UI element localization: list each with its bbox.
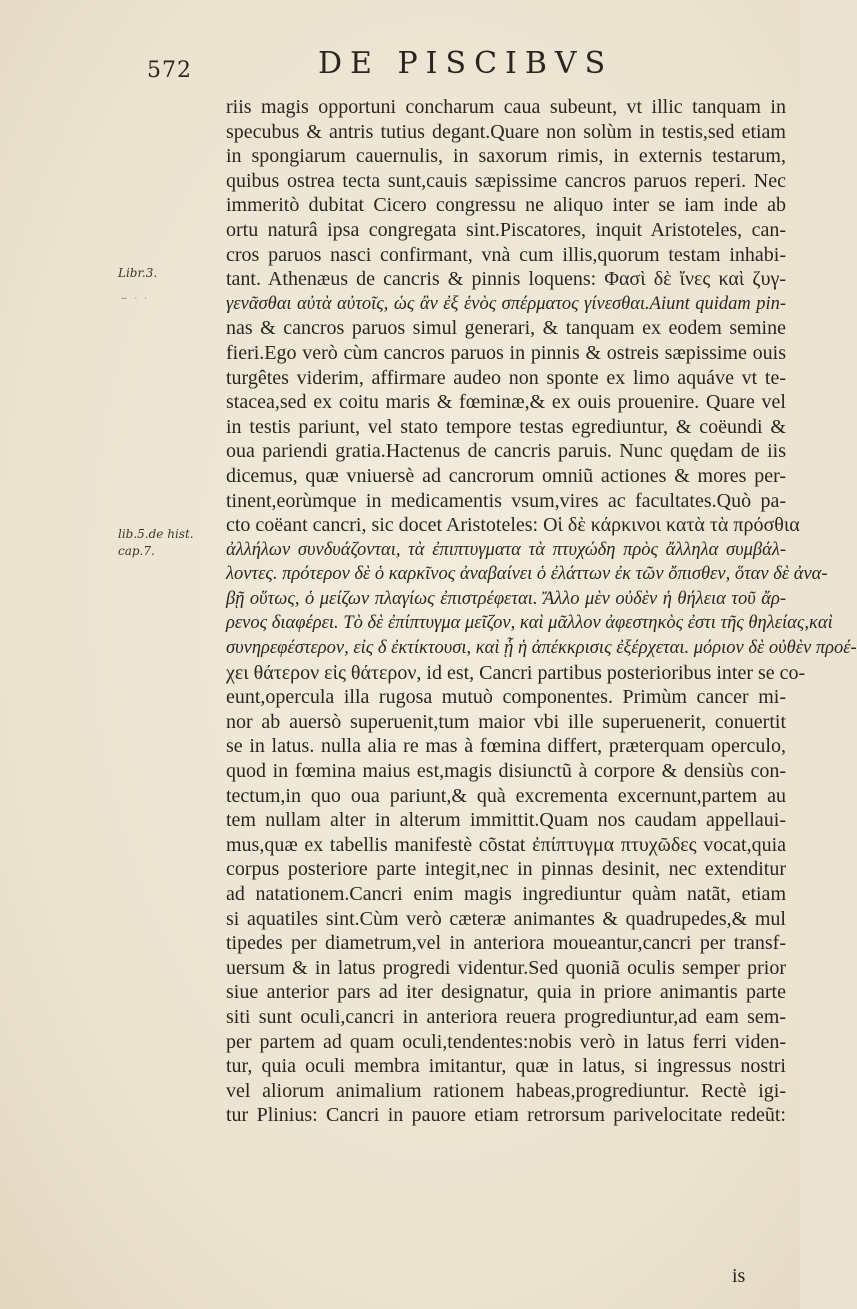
text-line: uersum & in latus progredi videntur.Sed quoniã oculis semper prior xyxy=(226,956,786,979)
text-line: specubus & antris tutius degant.Quare non solùm in testis,sed etiam xyxy=(226,120,786,143)
text-line: siue anterior pars ad iter designatur, quia in priore animantis parte xyxy=(226,981,786,1004)
text-line: turgêtes viderim, affirmare audeo non sponte ex limo aquáve vt te- xyxy=(226,366,786,389)
text-line: χει θάτερον εἰς θάτερον, id est, Cancri partibus posterioribus inter se co- xyxy=(226,661,806,684)
text-line: cto coëant cancri, sic docet Aristoteles: Οἱ δὲ κάρκινοι κατὰ τὰ πρόσθια xyxy=(226,514,800,537)
text-line: tur, quia oculi membra imitantur, quæ in latus, si ingressus nostri xyxy=(226,1055,786,1078)
text-line: tipedes per diametrum,vel in anteriora moueantur,cancri per transf- xyxy=(226,932,786,955)
text-line: cros paruos nasci confirmant, vnà cum illis,quorum testam inhabi- xyxy=(226,243,786,266)
text-line: nor ab auersò superuenit,tum maior vbi ille superuenerit, conuertit xyxy=(226,710,786,733)
margin-smudge: ~ · · xyxy=(120,294,149,304)
text-line xyxy=(226,1128,786,1153)
text-line: per partem ad quam oculi,tendentes:nobis verò in latus ferri viden- xyxy=(226,1030,786,1053)
text-line-greek: συνηρεφέστερον, εἰς δ ἐκτίκτουσι, καὶ ᾗ ἡ ἀπέκκρισις ἐξέρχεται. μόριον δὲ οὐθὲν προέ- xyxy=(226,638,857,659)
text-line: fieri.Ego verò cùm cancros paruos in pinnis & ostreis sæpissime ouis xyxy=(226,341,786,364)
text-line: tant. Athenæus de cancris & pinnis loquens: Φασὶ δὲ ἴνες καὶ ζυγ- xyxy=(226,268,786,291)
main-text-block xyxy=(226,95,857,1153)
text-line: dicemus, quæ vniuersè ad cancrorum omniũ actiones & mores per- xyxy=(226,464,786,487)
text-line: mus,quæ ex tabellis manifestè cõstat ἐπίπτυγμα πτυχῶδες vocat,quia xyxy=(226,833,786,856)
catchword: is xyxy=(732,1265,746,1287)
margin-note-libr3: Libr.3. xyxy=(118,266,158,280)
text-line: siti sunt oculi,cancri in anteriora reuera progrediuntur,ad eam sem- xyxy=(226,1005,786,1028)
text-line: tur Plinius: Cancri in pauore etiam retrorsum parivelocitate redeũt: xyxy=(226,1104,786,1127)
text-line: si aquatiles sint.Cùm verò cæteræ animantes & quadrupedes,& mul xyxy=(226,907,786,930)
text-line: ad natationem.Cancri enim magis ingrediuntur quàm natãt, etiam xyxy=(226,883,786,905)
text-line: se in latus. nulla alia re mas à fœmina differt, præterquam operculo, xyxy=(226,735,786,758)
text-line: vel aliorum animalium rationem habeas,progrediuntur. Rectè igi- xyxy=(226,1079,786,1102)
text-line-greek: γενᾶσθαι αὐτὰ αὐτοῖς, ὡς ἂν ἐξ ἑνὸς σπέρματος γίνεσθαι.Aiunt quidam pin- xyxy=(226,293,786,314)
page-number: 572 xyxy=(147,58,192,83)
running-title: DE PISCIBVS xyxy=(318,46,614,81)
text-line-greek: βῇ οὕτως, ὁ μείζων πλαγίως ἐπιστρέφεται. Ἄλλο μὲν οὐδὲν ἡ θήλεια τοῦ ἄρ- xyxy=(226,588,786,609)
text-line-greek: ρενος διαφέρει. Τὸ δὲ ἐπίπτυγμα μεῖζον, καὶ μᾶλλον ἀφεστηκὸς ἐστι τῆς θηλείας,καὶ xyxy=(226,613,833,634)
text-line: ortu naturâ ipsa congregata sint.Piscatores, inquit Aristoteles, can- xyxy=(226,218,786,241)
text-line: riis magis opportuni concharum caua subeunt, vt illic tanquam in xyxy=(226,96,786,118)
text-line: nas & cancros paruos simul generari, & tanquam ex eodem semine xyxy=(226,317,786,340)
text-line: in spongiarum cauernulis, in saxorum rimis, in externis testarum, xyxy=(226,145,786,168)
page-header xyxy=(0,42,800,92)
text-line: tem nullam alter in alterum immittit.Quam nos caudam appellaui- xyxy=(226,809,786,832)
text-line: immeritò dubitat Cicero congressu ne aliquo inter se iam inde ab xyxy=(226,194,786,217)
margin-note-lib5-hist: lib.5.de hist. xyxy=(118,527,194,541)
text-line: eunt,opercula illa rugosa mutuò componentes. Primùm cancer mi- xyxy=(226,686,786,709)
text-line: corpus posteriore parte integit,nec in pinnas desinit, nec extenditur xyxy=(226,858,786,881)
margin-note-cap7: cap.7. xyxy=(118,544,155,558)
text-line: tinent,eorùmque in medicamentis vsum,vires ac facultates.Quò pa- xyxy=(226,489,786,512)
text-line: quibus ostrea tecta sunt,cauis sæpissime cancros paruos reperi. Nec xyxy=(226,169,786,192)
text-line: oua pariendi gratia.Hactenus de cancris paruis. Nunc quędam de iis xyxy=(226,440,786,463)
text-line-greek: ἀλλήλων συνδυάζονται, τὰ ἐπιπτυγματα τὰ πτυχώδη πρὸς ἄλληλα συμβάλ- xyxy=(226,539,786,560)
text-line-greek: λοντες. πρότερον δὲ ὁ καρκῖνος ἀναβαίνει ὁ ἐλάττων ἐκ τῶν ὄπισθεν, ὅταν δὲ ἀνα- xyxy=(226,564,828,585)
text-line: tectum,in quo oua pariunt,& quà excrementa excernunt,partem au xyxy=(226,784,786,807)
text-line: in testis pariunt, vel stato tempore testas egrediuntur, & coëundi & xyxy=(226,415,786,438)
text-line: stacea,sed ex coitu maris & fœminæ,& ex ouis prouenire. Quare vel xyxy=(226,391,786,414)
text-line: quod in fœmina maius est,magis disiunctũ à corpore & densiùs con- xyxy=(226,760,786,783)
